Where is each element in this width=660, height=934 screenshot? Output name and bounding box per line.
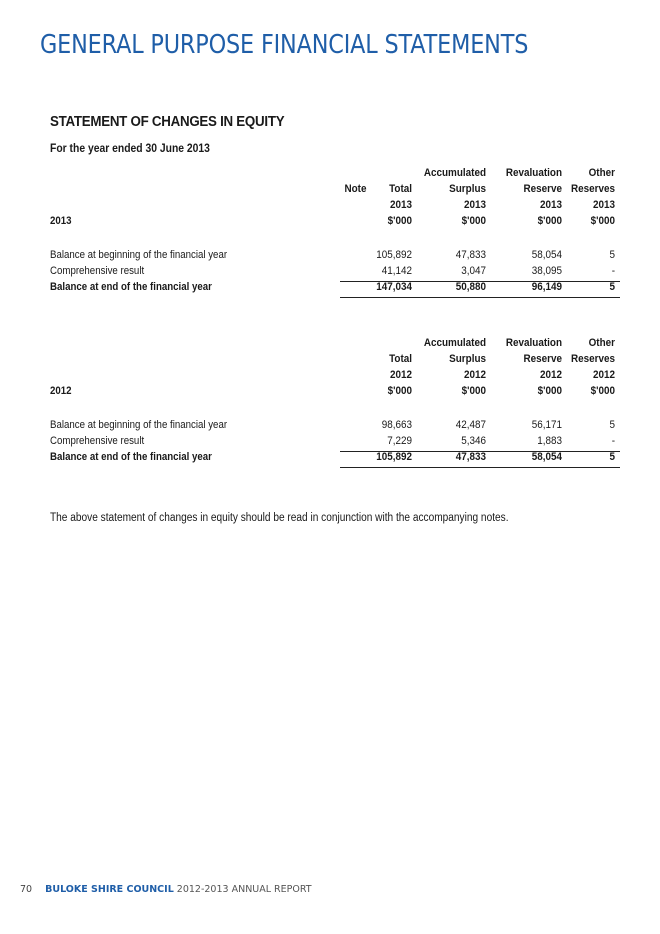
col-units-revaluation: $'000 bbox=[537, 215, 562, 227]
cell-accumulated: 47,833 bbox=[455, 451, 486, 463]
col-header-reserve: Reserve bbox=[523, 353, 562, 365]
col-units-accumulated: $'000 bbox=[461, 385, 486, 397]
col-year-accumulated: 2013 bbox=[463, 199, 486, 211]
col-units-other: $'000 bbox=[590, 215, 615, 227]
cell-other: - bbox=[611, 265, 615, 277]
col-year-total: 2012 bbox=[389, 369, 412, 381]
cell-other: 5 bbox=[609, 419, 615, 431]
cell-total: 147,034 bbox=[376, 281, 412, 293]
report-name: 2012-2013 ANNUAL REPORT bbox=[176, 884, 312, 895]
organization-name: BULOKE SHIRE COUNCIL bbox=[45, 884, 174, 895]
cell-accumulated: 47,833 bbox=[455, 249, 486, 261]
header-row-1 bbox=[50, 337, 620, 353]
cell-total: 41,142 bbox=[381, 265, 412, 277]
table-row bbox=[50, 435, 620, 451]
cell-revaluation: 96,149 bbox=[531, 281, 562, 293]
col-header-reserves: Reserves bbox=[570, 353, 615, 365]
row-label: Comprehensive result bbox=[50, 435, 145, 447]
cell-other: 5 bbox=[609, 249, 615, 261]
col-header-total: Total bbox=[389, 183, 412, 195]
col-header-note: Note bbox=[343, 183, 366, 195]
equity-table-2012 bbox=[50, 337, 620, 467]
col-year-revaluation: 2012 bbox=[539, 369, 562, 381]
row-label: Balance at beginning of the financial year bbox=[50, 249, 228, 261]
header-row-2 bbox=[50, 353, 620, 369]
header-row-year bbox=[50, 199, 620, 215]
section-year-label: 2013 bbox=[50, 215, 72, 227]
equity-table-2013 bbox=[50, 167, 620, 297]
table-row bbox=[50, 265, 620, 281]
col-units-accumulated: $'000 bbox=[461, 215, 486, 227]
row-label: Comprehensive result bbox=[50, 265, 145, 277]
section-year-label: 2012 bbox=[50, 385, 72, 397]
col-year-other: 2012 bbox=[592, 369, 615, 381]
statement-subtitle: For the year ended 30 June 2013 bbox=[50, 143, 210, 155]
table-row bbox=[50, 249, 620, 265]
col-header-other: Other bbox=[588, 167, 615, 179]
col-header-total: Total bbox=[389, 353, 412, 365]
cell-accumulated: 42,487 bbox=[455, 419, 486, 431]
cell-total: 7,229 bbox=[387, 435, 412, 447]
col-units-other: $'000 bbox=[590, 385, 615, 397]
cell-accumulated: 50,880 bbox=[455, 281, 486, 293]
cell-accumulated: 3,047 bbox=[461, 265, 486, 277]
col-year-accumulated: 2012 bbox=[463, 369, 486, 381]
page-footer bbox=[20, 884, 312, 895]
header-row-year bbox=[50, 369, 620, 385]
col-units-total: $'000 bbox=[387, 385, 412, 397]
table-row bbox=[50, 419, 620, 435]
cell-accumulated: 5,346 bbox=[461, 435, 486, 447]
cell-other: - bbox=[611, 435, 615, 447]
header-row-units bbox=[50, 385, 620, 401]
header-row-units bbox=[50, 215, 620, 231]
cell-other: 5 bbox=[609, 451, 615, 463]
row-label: Balance at end of the financial year bbox=[50, 281, 212, 293]
cell-revaluation: 58,054 bbox=[531, 451, 562, 463]
cell-other: 5 bbox=[609, 281, 615, 293]
cell-revaluation: 38,095 bbox=[531, 265, 562, 277]
col-header-surplus: Surplus bbox=[449, 353, 486, 365]
col-units-total: $'000 bbox=[387, 215, 412, 227]
row-label: Balance at beginning of the financial year bbox=[50, 419, 228, 431]
col-header-accumulated: Accumulated bbox=[423, 167, 486, 179]
col-header-other: Other bbox=[588, 337, 615, 349]
row-label: Balance at end of the financial year bbox=[50, 451, 212, 463]
page-number: 70 bbox=[20, 884, 33, 895]
cell-revaluation: 1,883 bbox=[537, 435, 562, 447]
table-row-total bbox=[50, 451, 620, 467]
cell-revaluation: 58,054 bbox=[531, 249, 562, 261]
col-header-accumulated: Accumulated bbox=[423, 337, 486, 349]
col-header-revaluation: Revaluation bbox=[505, 337, 562, 349]
cell-total: 105,892 bbox=[376, 451, 412, 463]
cell-total: 98,663 bbox=[381, 419, 412, 431]
page-title: GENERAL PURPOSE FINANCIAL STATEMENTS bbox=[40, 30, 529, 60]
col-year-other: 2013 bbox=[592, 199, 615, 211]
col-year-total: 2013 bbox=[389, 199, 412, 211]
footnote-text: The above statement of changes in equity should be read in conjunction with the accompanying notes. bbox=[50, 512, 509, 524]
header-row-2 bbox=[50, 183, 620, 199]
col-header-revaluation: Revaluation bbox=[505, 167, 562, 179]
table-row-total bbox=[50, 281, 620, 297]
col-header-surplus: Surplus bbox=[449, 183, 486, 195]
col-units-revaluation: $'000 bbox=[537, 385, 562, 397]
statement-title: STATEMENT OF CHANGES IN EQUITY bbox=[50, 114, 285, 130]
header-row-1 bbox=[50, 167, 620, 183]
col-year-revaluation: 2013 bbox=[539, 199, 562, 211]
col-header-reserve: Reserve bbox=[523, 183, 562, 195]
col-header-reserves: Reserves bbox=[570, 183, 615, 195]
cell-total: 105,892 bbox=[376, 249, 412, 261]
cell-revaluation: 56,171 bbox=[531, 419, 562, 431]
